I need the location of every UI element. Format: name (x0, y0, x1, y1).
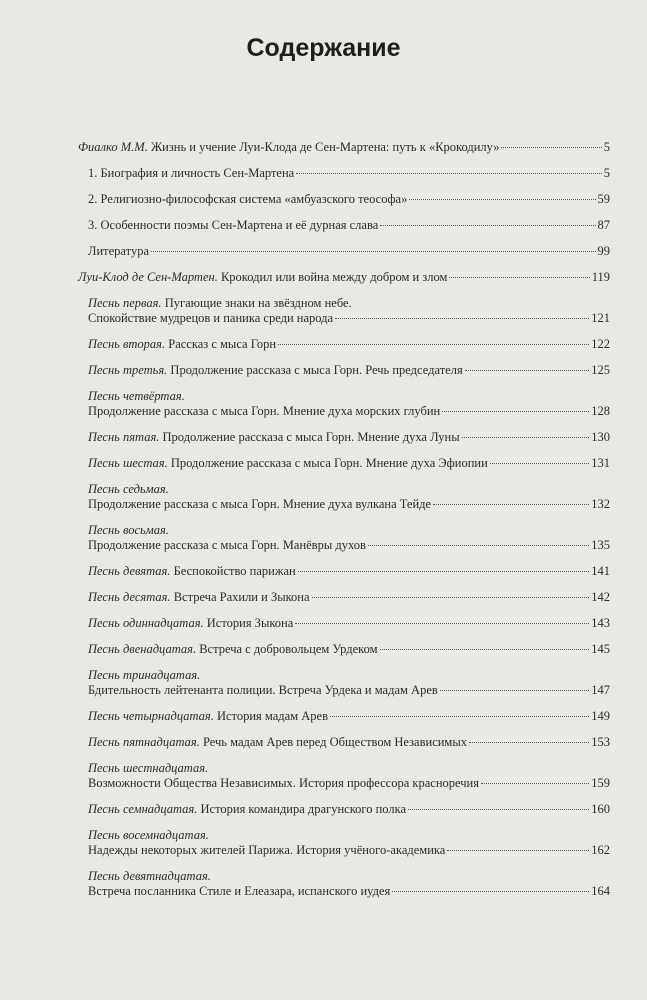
canto-label: Песнь шестая. (88, 456, 168, 470)
toc-title: Встреча с добровольцем Урдеком (199, 642, 378, 656)
toc-page-number: 164 (591, 884, 610, 898)
dot-leader (151, 251, 596, 252)
toc-entry[interactable] (78, 389, 610, 419)
toc-page-number: 149 (591, 709, 610, 723)
toc-title: Бдительность лейтенанта полиции. Встреча Урдека и мадам Арев (88, 683, 438, 697)
toc-entry[interactable] (78, 296, 610, 326)
toc-title: Крокодил или война между добром и злом (220, 270, 448, 284)
dot-leader (409, 199, 595, 200)
table-of-contents (78, 140, 610, 910)
dot-leader (447, 850, 589, 851)
dot-leader (312, 597, 590, 598)
canto-label: Песнь шестнадцатая. (88, 761, 209, 775)
page-title: Содержание (246, 34, 401, 62)
dot-leader (392, 891, 589, 892)
canto-label: Песнь первая. (88, 296, 162, 310)
toc-entry[interactable] (78, 140, 610, 155)
canto-label: Песнь четвёртая. (88, 389, 185, 403)
toc-entry[interactable] (78, 363, 610, 378)
canto-label: Песнь пятнадцатая. (88, 735, 200, 749)
toc-entry[interactable] (78, 590, 610, 605)
dot-leader (330, 716, 589, 717)
dot-leader (449, 277, 589, 278)
toc-entry[interactable] (78, 270, 610, 285)
toc-title: Спокойствие мудрецов и паника среди народа (88, 311, 334, 325)
dot-leader (368, 545, 589, 546)
canto-label: Песнь восемнадцатая. (88, 828, 209, 842)
toc-entry[interactable] (78, 337, 610, 352)
canto-label: Песнь вторая. (88, 337, 166, 351)
canto-label: Песнь четырнадцатая. (88, 709, 214, 723)
toc-entry[interactable] (78, 761, 610, 791)
canto-label: Песнь восьмая. (88, 523, 169, 537)
toc-page-number: 135 (591, 538, 610, 552)
toc-page-number: 121 (591, 311, 610, 325)
dot-leader (296, 173, 602, 174)
canto-label: Песнь двенадцатая. (88, 642, 197, 656)
dot-leader (440, 690, 589, 691)
toc-entry[interactable] (78, 802, 610, 817)
canto-label: Песнь девятнадцатая. (88, 869, 211, 883)
toc-title: Надежды некоторых жителей Парижа. История учёного-академика (88, 843, 446, 857)
toc-title: Возможности Общества Независимых. История профессора красноречия (88, 776, 479, 790)
toc-title: Беспокойство парижан (173, 564, 296, 578)
toc-title: Продолжение рассказа с мыса Горн. Мнение духа Эфиопии (170, 456, 488, 470)
toc-title: Встреча Рахили и Зыкона (173, 590, 310, 604)
toc-page-number: 132 (591, 497, 610, 511)
toc-title: Литература (88, 244, 149, 258)
toc-page-number: 145 (591, 642, 610, 656)
toc-title: История Зыкона (206, 616, 294, 630)
toc-page-number: 5 (603, 166, 610, 180)
dot-leader (462, 437, 590, 438)
toc-entry[interactable] (78, 218, 610, 233)
toc-page-number: 128 (591, 404, 610, 418)
toc-page-number: 5 (603, 140, 610, 154)
toc-page-number: 162 (591, 843, 610, 857)
dot-leader (490, 463, 589, 464)
toc-title: Продолжение рассказа с мыса Горн. Мнение духа вулкана Тейде (88, 497, 432, 511)
toc-title: История командира драгунского полка (200, 802, 407, 816)
toc-title: Жизнь и учение Луи-Клода де Сен-Мартена: путь к «Крокодилу» (150, 140, 500, 154)
toc-page-number: 141 (591, 564, 610, 578)
toc-page-number: 59 (597, 192, 610, 206)
toc-page-number: 153 (591, 735, 610, 749)
canto-label: Песнь семнадцатая. (88, 802, 198, 816)
dot-leader (380, 225, 595, 226)
toc-entry[interactable] (78, 642, 610, 657)
toc-page-number: 87 (597, 218, 610, 232)
toc-page-number: 125 (591, 363, 610, 377)
canto-label: Песнь одиннадцатая. (88, 616, 204, 630)
toc-entry[interactable] (78, 456, 610, 471)
toc-page-number: 131 (591, 456, 610, 470)
dot-leader (481, 783, 589, 784)
toc-entry[interactable] (78, 482, 610, 512)
canto-label: Песнь девятая. (88, 564, 171, 578)
dot-leader (442, 411, 589, 412)
toc-entry[interactable] (78, 709, 610, 724)
toc-entry[interactable] (78, 430, 610, 445)
toc-title: Продолжение рассказа с мыса Горн. Манёвры духов (88, 538, 366, 552)
toc-page-number: 147 (591, 683, 610, 697)
dot-leader (433, 504, 589, 505)
toc-page-number: 122 (591, 337, 610, 351)
toc-entry[interactable] (78, 244, 610, 259)
toc-title: История мадам Арев (216, 709, 328, 723)
toc-title: Продолжение рассказа с мыса Горн. Мнение духа Луны (162, 430, 460, 444)
canto-label: Песнь седьмая. (88, 482, 169, 496)
toc-title: Встреча посланника Стиле и Елеазара, испанского иудея (88, 884, 391, 898)
toc-page-number: 143 (591, 616, 610, 630)
toc-title: Речь мадам Арев перед Обществом Независимых (202, 735, 467, 749)
toc-author: Луи-Клод де Сен-Мартен. (78, 270, 218, 284)
toc-author: Фиалко М.М. (78, 140, 148, 154)
dot-leader (469, 742, 589, 743)
dot-leader (298, 571, 590, 572)
toc-page-number: 99 (597, 244, 610, 258)
toc-entry[interactable] (78, 869, 610, 899)
canto-label-rest: Пугающие знаки на звёздном небе. (164, 296, 352, 310)
toc-page-number: 119 (591, 270, 610, 284)
toc-title: Продолжение рассказа с мыса Горн. Речь председателя (170, 363, 463, 377)
dot-leader (278, 344, 589, 345)
toc-page-number: 142 (591, 590, 610, 604)
dot-leader (295, 623, 589, 624)
canto-label: Песнь пятая. (88, 430, 160, 444)
toc-page-number: 159 (591, 776, 610, 790)
dot-leader (335, 318, 589, 319)
toc-entry[interactable] (78, 616, 610, 631)
canto-label: Песнь третья. (88, 363, 168, 377)
toc-entry[interactable] (78, 668, 610, 698)
toc-title: 3. Особенности поэмы Сен-Мартена и её дурная слава (88, 218, 379, 232)
toc-entry[interactable] (78, 166, 610, 181)
toc-page-number: 130 (591, 430, 610, 444)
toc-title: Продолжение рассказа с мыса Горн. Мнение духа морских глубин (88, 404, 441, 418)
toc-entry[interactable] (78, 564, 610, 579)
toc-entry[interactable] (78, 192, 610, 207)
canto-label: Песнь тринадцатая. (88, 668, 201, 682)
toc-entry[interactable] (78, 828, 610, 858)
toc-entry[interactable] (78, 523, 610, 553)
canto-label: Песнь десятая. (88, 590, 171, 604)
toc-page-number: 160 (591, 802, 610, 816)
toc-entry[interactable] (78, 735, 610, 750)
dot-leader (380, 649, 590, 650)
dot-leader (501, 147, 601, 148)
dot-leader (465, 370, 590, 371)
toc-title: 2. Религиозно-философская система «амбуазского теософа» (88, 192, 408, 206)
dot-leader (408, 809, 589, 810)
toc-title: 1. Биография и личность Сен-Мартена (88, 166, 295, 180)
toc-title: Рассказ с мыса Горн (168, 337, 277, 351)
